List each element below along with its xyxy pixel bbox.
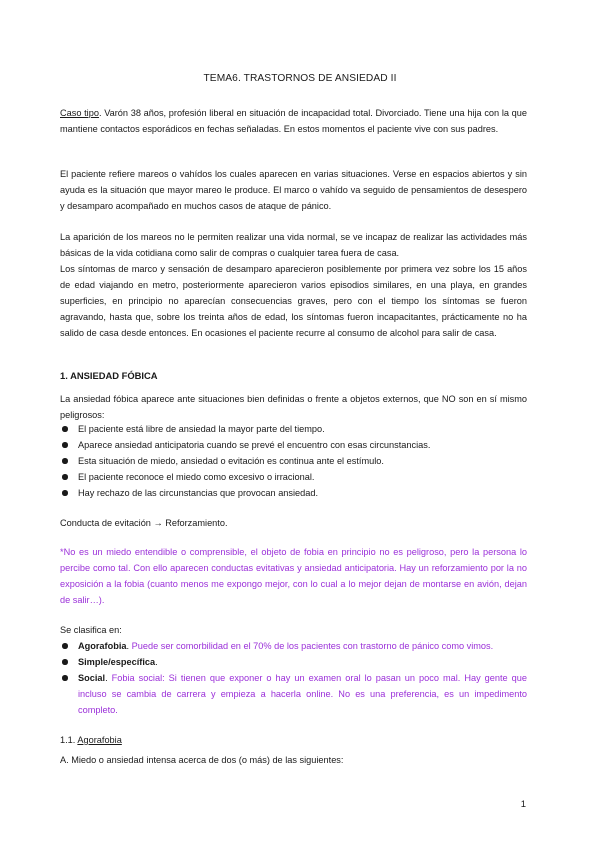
item-note: Fobia social: Si tienen que exponer o hay un examen oral lo pasan un poco mal. Hay gente que incluso se cambia de carrera y empieza a hacerla online. No es una preferencia, es un impedimento completo. xyxy=(78,673,527,715)
case-paragraph xyxy=(60,105,527,137)
page-number: 1 xyxy=(520,799,526,810)
case-label: Caso tipo xyxy=(60,108,99,118)
paragraph-history: Los síntomas de marco y sensación de desamparo aparecieron posiblemente por primera vez sobre los 15 años de edad viajando en metro, posteriormente aparecieron varios episodios similares, en una playa, en grandes superficies, en principio no aparecían consecuencias graves, pero con el tiempo los síntomas se fueron agravando, hasta que, sobre los treinta años de edad, los síntomas fueron incapacitantes, prácticamente no ha salido de casa desde entonces. En ocasiones el paciente recurre al consumo de alcohol para salir de casa. xyxy=(60,264,527,338)
page-title: TEMA6. TRASTORNOS DE ANSIEDAD II xyxy=(203,73,397,84)
section-heading-ansiedad-fobica: 1. ANSIEDAD FÓBICA xyxy=(60,370,158,381)
subsection-number: 1.1. xyxy=(60,735,78,745)
item-punct: . xyxy=(155,657,158,667)
criterion-a: A. Miedo o ansiedad intensa acerca de dos (o más) de las siguientes: xyxy=(60,755,344,765)
list-item: Aparece ansiedad anticipatoria cuando se prevé el encuentro con esas circunstancias. xyxy=(60,437,527,453)
list-item xyxy=(60,670,527,718)
case-text: . Varón 38 años, profesión liberal en situación de incapacidad total. Divorciado. Tiene una hija con la que mantiene contactos esporádicos en fechas señaladas. En estos momentos el paciente vive con sus padres. xyxy=(60,108,527,134)
bullet-list-characteristics xyxy=(60,421,527,501)
item-term: Social xyxy=(78,673,106,683)
item-term: Agorafobia xyxy=(78,641,127,651)
list-item: El paciente está libre de ansiedad la mayor parte del tiempo. xyxy=(60,421,527,437)
item-punct: . xyxy=(105,673,108,683)
paragraph-symptoms: El paciente refiere mareos o vahídos los cuales aparecen en varias situaciones. Verse en espacios abiertos y sin ayuda es la situación que mayor mareo le produce. El marco o vahído va seguido de pensamientos de desespero y desamparo acompañado en muchos casos de ataque de pánico. xyxy=(60,169,527,211)
list-item: El paciente reconoce el miedo como excesivo o irracional. xyxy=(60,469,527,485)
list-item xyxy=(60,638,527,654)
paragraph-impact: La aparición de los mareos no le permiten realizar una vida normal, se ve incapaz de realizar las actividades más básicas de la vida cotidiana como salir de compras o cualquier tarea fuera de casa. xyxy=(60,232,527,258)
list-item: Esta situación de miedo, ansiedad o evitación es continua ante el estímulo. xyxy=(60,453,527,469)
subsection-heading xyxy=(60,732,527,748)
list-item: Hay rechazo de las circunstancias que provocan ansiedad. xyxy=(60,485,527,501)
item-note: Puede ser comorbilidad en el 70% de los pacientes con trastorno de pánico como vimos. xyxy=(129,641,494,651)
clasifica-label: Se clasifica en: xyxy=(60,625,122,635)
list-item xyxy=(60,654,527,670)
conducta-line: Conducta de evitación → Reforzamiento. xyxy=(60,518,228,528)
item-term: Simple/específica xyxy=(78,657,156,667)
section-intro: La ansiedad fóbica aparece ante situaciones bien definidas o frente a objetos externos, que NO son en sí mismo peligrosos: xyxy=(60,394,527,420)
purple-note: *No es un miedo entendible o comprensible, el objeto de fobia en principio no es peligroso, pero la persona lo percibe como tal. Con ello aparecen conductas evitativas y ansiedad anticipatoria. Hay un reforzamiento por la no exposición a la fobia (cuanto menos me expongo mejor, con lo cual a lo mejor dejan de montarse en avión, dejan de salir…). xyxy=(60,547,527,605)
subsection-title: Agorafobia xyxy=(77,735,122,745)
item-punct: . xyxy=(126,641,130,651)
bullet-list-classification xyxy=(60,638,527,718)
